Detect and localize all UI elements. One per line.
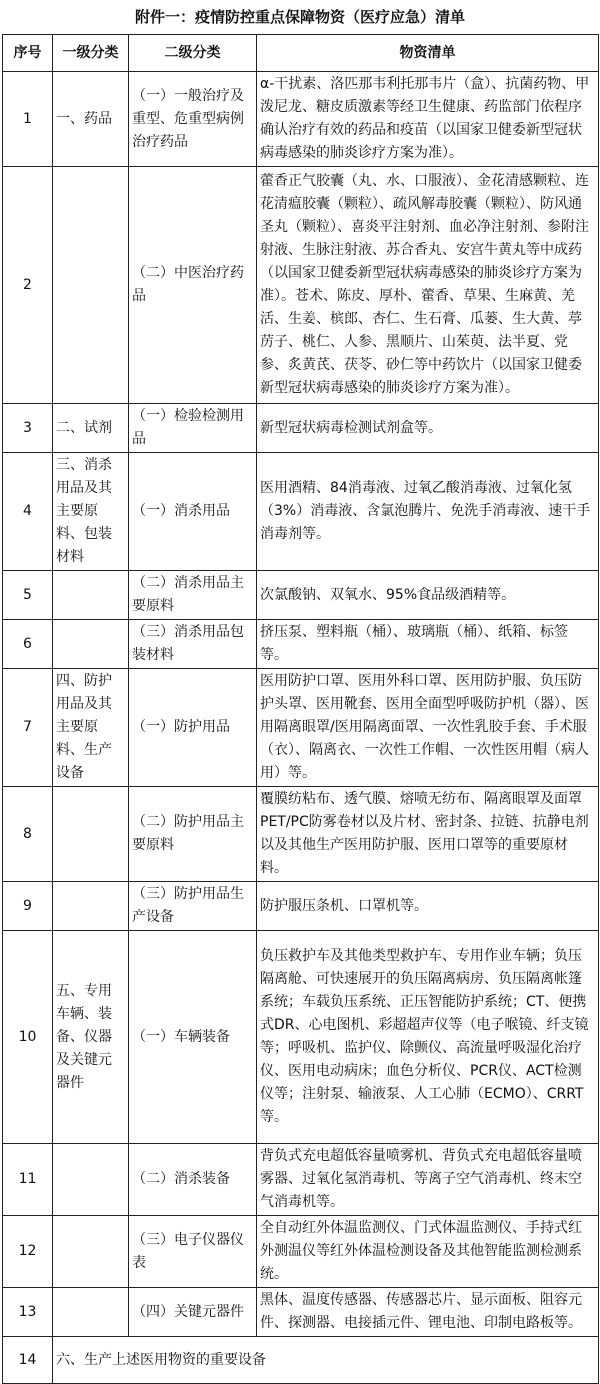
row-no: 13 (3, 1288, 53, 1337)
row-cat1 (53, 787, 129, 882)
row-cat1 (53, 571, 129, 620)
table-row (3, 571, 599, 620)
row-no: 9 (3, 882, 53, 931)
table-row (3, 453, 599, 571)
table-row (3, 1216, 599, 1288)
row-items: 负压救护车及其他类型救护车、专用作业车辆；负压隔离舱、可快速展开的负压隔离病房、负压隔离帐篷系统；车载负压系统、正压智能防护系统；CT、便携式DR、心电图机、彩超超声仪等（电子喉镜、纤支镜等；呼吸机、监护仪、除颤仪、高流量呼吸湿化治疗仪、医用电动病床；血色分析仪、PCR仪、ACT检测仪等；注射泵、输液泵、人工心肺（ECMO）、CRRT等。 (257, 931, 599, 1144)
row-cat1: 六、生产上述医用物资的重要设备 (53, 1337, 599, 1384)
row-no: 8 (3, 787, 53, 882)
row-cat2: （三）防护用品生产设备 (129, 882, 257, 931)
header-cat2: 二级分类 (129, 35, 257, 72)
row-cat2: （一）检验检测用品 (129, 404, 257, 453)
row-no: 11 (3, 1144, 53, 1216)
row-cat2: （二）消杀装备 (129, 1144, 257, 1216)
row-no: 2 (3, 167, 53, 404)
row-cat1: 三、消杀用品及其主要原料、包装材料 (53, 453, 129, 571)
row-cat2: （三）电子仪器仪表 (129, 1216, 257, 1288)
row-cat2: （四）关键元器件 (129, 1288, 257, 1337)
row-no: 5 (3, 571, 53, 620)
row-items: 次氯酸钠、双氧水、95%食品级酒精等。 (257, 571, 599, 620)
table-row (3, 167, 599, 404)
table-row (3, 1288, 599, 1337)
table-row (3, 1144, 599, 1216)
row-cat2: （二）中医治疗药品 (129, 167, 257, 404)
row-items: 背负式充电超低容量喷雾机、背负式充电超低容量喷雾器、过氧化氢消毒机、等离子空气消毒机、终末空气消毒机等。 (257, 1144, 599, 1216)
row-no: 14 (3, 1337, 53, 1384)
header-items: 物资清单 (257, 35, 599, 72)
row-items: 医用防护口罩、医用外科口罩、医用防护服、负压防护头罩、医用靴套、医用全面型呼吸防护机（器）、医用隔离眼罩/医用隔离面罩、一次性乳胶手套、手术服（衣）、隔离衣、一次性工作帽、一次性医用帽（病人用）等。 (257, 669, 599, 787)
header-no: 序号 (3, 35, 53, 72)
table-row (3, 72, 599, 167)
table-row (3, 931, 599, 1144)
row-items: 挤压泵、塑料瓶（桶）、玻璃瓶（桶）、纸箱、标签等。 (257, 620, 599, 669)
row-no: 1 (3, 72, 53, 167)
table-row (3, 404, 599, 453)
table-row (3, 669, 599, 787)
page-title: 附件一：疫情防控重点保障物资（医疗应急）清单 (134, 8, 465, 26)
header-cat1: 一级分类 (53, 35, 129, 72)
row-items: 全自动红外体温监测仪、门式体温监测仪、手持式红外测温仪等红外体温检测设备及其他智能监测检测系统。 (257, 1216, 599, 1288)
row-no: 7 (3, 669, 53, 787)
row-no: 12 (3, 1216, 53, 1288)
row-cat1: 二、试剂 (53, 404, 129, 453)
supplies-table (2, 34, 599, 1384)
row-cat1 (53, 1288, 129, 1337)
row-no: 3 (3, 404, 53, 453)
row-cat2: （二）防护用品主要原料 (129, 787, 257, 882)
table-row (3, 620, 599, 669)
row-items: α-干扰素、洛匹那韦利托那韦片（盒）、抗菌药物、甲泼尼龙、糖皮质激素等经卫生健康、药监部门依程序确认治疗有效的药品和疫苗（以国家卫健委新型冠状病毒感染的肺炎诊疗方案为准）。 (257, 72, 599, 167)
row-items: 防护服压条机、口罩机等。 (257, 882, 599, 931)
row-items: 藿香正气胶囊（丸、水、口服液）、金花清感颗粒、连花清瘟胶囊（颗粒）、疏风解毒胶囊（颗粒）、防风通圣丸（颗粒）、喜炎平注射剂、血必净注射剂、参附注射液、生脉注射液、苏合香丸、安宫牛黄丸等中成药（以国家卫健委新型冠状病毒感染的肺炎诊疗方案为准）。苍术、陈皮、厚朴、藿香、草果、生麻黄、羌活、生姜、槟郎、杏仁、生石膏、瓜蒌、生大黄、葶苈子、桃仁、人参、黑顺片、山茱萸、法半夏、党参、炙黄芪、茯苓、砂仁等中药饮片（以国家卫健委新型冠状病毒感染的肺炎诊疗方案为准）。 (257, 167, 599, 404)
row-cat1 (53, 620, 129, 669)
row-cat1 (53, 1216, 129, 1288)
row-cat1 (53, 1144, 129, 1216)
table-header-row (3, 35, 599, 72)
row-cat2: （一）一般治疗及重型、危重型病例治疗药品 (129, 72, 257, 167)
row-cat1 (53, 882, 129, 931)
row-cat1: 四、防护用品及其主要原料、生产设备 (53, 669, 129, 787)
row-cat2: （一）消杀用品 (129, 453, 257, 571)
row-no: 4 (3, 453, 53, 571)
row-cat1: 一、药品 (53, 72, 129, 167)
row-cat2: （三）消杀用品包装材料 (129, 620, 257, 669)
table-row (3, 882, 599, 931)
row-items: 覆膜纺粘布、透气膜、熔喷无纺布、隔离眼罩及面罩PET/PC防雾卷材以及片材、密封条、拉链、抗静电剂以及其他生产医用防护服、医用口罩等的重要原材料。 (257, 787, 599, 882)
row-cat2: （一）车辆装备 (129, 931, 257, 1144)
row-no: 10 (3, 931, 53, 1144)
row-cat1: 五、专用车辆、装备、仪器及关键元器件 (53, 931, 129, 1144)
table-row (3, 1337, 599, 1384)
row-items: 新型冠状病毒检测试剂盒等。 (257, 404, 599, 453)
row-items: 黑体、温度传感器、传感器芯片、显示面板、阻容元件、探测器、电接插元件、锂电池、印制电路板等。 (257, 1288, 599, 1337)
row-no: 6 (3, 620, 53, 669)
row-items: 医用酒精、84消毒液、过氧乙酸消毒液、过氧化氢（3%）消毒液、含氯泡腾片、免洗手消毒液、速干手消毒剂等。 (257, 453, 599, 571)
row-cat2: （一）防护用品 (129, 669, 257, 787)
table-row (3, 787, 599, 882)
row-cat1 (53, 167, 129, 404)
row-cat2: （二）消杀用品主要原料 (129, 571, 257, 620)
